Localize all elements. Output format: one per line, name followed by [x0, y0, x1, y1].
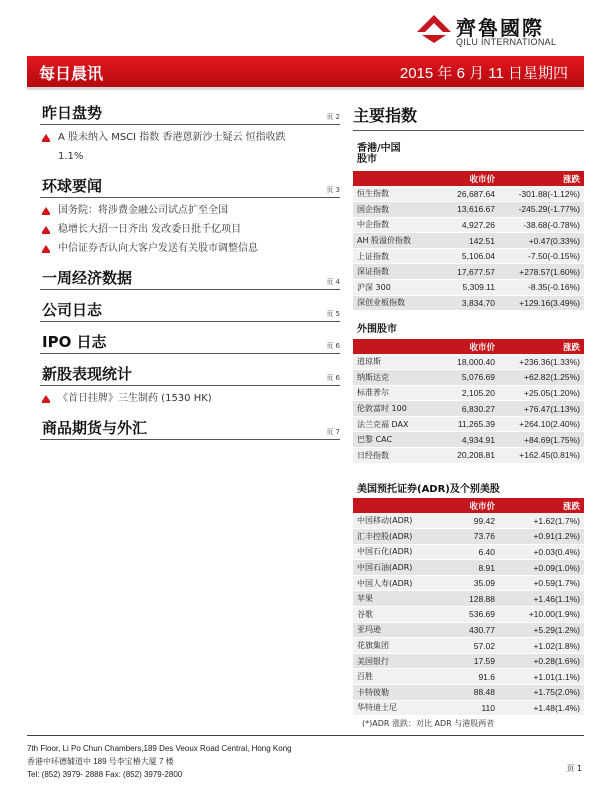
report-title: 每日晨讯 — [39, 64, 104, 83]
table-row — [353, 513, 584, 529]
index-name: 百胜 — [353, 669, 441, 685]
toc-page-ref: 页 3 — [326, 186, 340, 194]
close-value: 6.40 — [441, 544, 499, 560]
bullet-icon — [42, 207, 50, 213]
adr-footnote: (*)ADR 涨跌：对比 ADR 与港股两者 — [362, 719, 495, 728]
close-value: 99.42 — [441, 513, 499, 529]
table-row — [353, 653, 584, 669]
toc-section-title: 新股表现统计 — [42, 365, 133, 383]
change-value: +0.47(0.33%) — [499, 233, 584, 249]
change-value: +0.28(1.6%) — [499, 653, 584, 669]
toc-page-ref: 页 5 — [326, 310, 340, 318]
toc-section[interactable] — [40, 173, 340, 198]
change-value: +1.75(2.0%) — [499, 685, 584, 701]
toc-section-title: 商品期货与外汇 — [42, 419, 148, 437]
table-row — [353, 370, 584, 386]
index-name: 中企指数 — [353, 217, 441, 233]
index-name: 汇丰控股(ADR) — [353, 529, 441, 545]
index-name: 国企指数 — [353, 202, 441, 218]
global-section-title: 外围股市 — [357, 324, 397, 335]
bullet-icon — [42, 134, 50, 140]
close-value: 536.69 — [441, 607, 499, 623]
col-header-change: 涨跌 — [499, 498, 584, 513]
col-header-change: 涨跌 — [499, 171, 584, 186]
close-value: 3,834.70 — [441, 295, 499, 311]
index-name: 亚玛逊 — [353, 622, 441, 638]
close-value: 73.76 — [441, 529, 499, 545]
close-value: 17.59 — [441, 653, 499, 669]
toc-item[interactable] — [40, 201, 340, 220]
toc-item[interactable] — [40, 128, 340, 147]
toc-page-ref: 页 6 — [326, 374, 340, 382]
table-row — [353, 248, 584, 264]
close-value: 91.6 — [441, 669, 499, 685]
toc-section[interactable] — [40, 265, 340, 290]
toc-section[interactable] — [40, 329, 340, 354]
toc-section[interactable] — [40, 361, 340, 386]
change-value: +1.62(1.7%) — [499, 513, 584, 529]
change-value: -8.35(-0.16%) — [499, 280, 584, 296]
close-value: 17,677.57 — [441, 264, 499, 280]
toc-section[interactable] — [40, 100, 340, 125]
table-row — [353, 186, 584, 202]
company-logo — [416, 10, 566, 52]
index-name: 纳斯达克 — [353, 370, 441, 386]
index-name: 日经指数 — [353, 448, 441, 464]
logo-english-name: QILU INTERNATIONAL — [456, 37, 557, 47]
footer-address-cn: 香港中环德辅道中 189 号李宝椿大厦 7 楼 — [27, 757, 174, 766]
close-value: 2,105.20 — [441, 385, 499, 401]
footer-divider — [27, 735, 584, 736]
change-value: +278.57(1.60%) — [499, 264, 584, 280]
table-of-contents — [40, 100, 340, 442]
logo-mark-icon — [416, 14, 452, 44]
close-value: 4,927.26 — [441, 217, 499, 233]
change-value: +0.03(0.4%) — [499, 544, 584, 560]
index-name: 伦敦富时 100 — [353, 401, 441, 417]
col-header-name — [353, 339, 441, 354]
table-row — [353, 401, 584, 417]
banner-shadow — [27, 87, 584, 90]
toc-item-text: 国务院：将涉费金融公司试点扩至全国 — [58, 205, 228, 216]
change-value: -38.68(-0.78%) — [499, 217, 584, 233]
close-value: 35.09 — [441, 575, 499, 591]
toc-section[interactable] — [40, 415, 340, 440]
table-row — [353, 385, 584, 401]
close-value: 5,106.04 — [441, 248, 499, 264]
index-name: 道琼斯 — [353, 354, 441, 370]
table-row — [353, 416, 584, 432]
index-name: 中国人寿(ADR) — [353, 575, 441, 591]
index-name: 美国银行 — [353, 653, 441, 669]
col-header-change: 涨跌 — [499, 339, 584, 354]
index-name: 花旗集团 — [353, 638, 441, 654]
change-value: +10.00(1.9%) — [499, 607, 584, 623]
table-row — [353, 202, 584, 218]
divider — [353, 130, 584, 131]
index-name: 上证指数 — [353, 248, 441, 264]
change-value: +1.46(1.1%) — [499, 591, 584, 607]
toc-item[interactable] — [40, 389, 340, 408]
change-value: -245.29(-1.77%) — [499, 202, 584, 218]
table-row — [353, 591, 584, 607]
index-name: 法兰克福 DAX — [353, 416, 441, 432]
logo-chinese-name: 齊魯國際 — [456, 16, 544, 40]
change-value: +62.82(1.25%) — [499, 370, 584, 386]
adr-table — [353, 498, 584, 716]
col-header-name — [353, 171, 441, 186]
close-value: 13,616.67 — [441, 202, 499, 218]
table-header-row — [353, 171, 584, 186]
change-value: +0.59(1.7%) — [499, 575, 584, 591]
close-value: 57.02 — [441, 638, 499, 654]
toc-page-ref: 页 7 — [326, 428, 340, 436]
toc-item-text: A 股未纳入 MSCI 指数 香港蒽新沙士疑云 恒指收跌 — [58, 132, 286, 143]
index-name: AH 股溢价指数 — [353, 233, 441, 249]
toc-page-ref: 页 4 — [326, 278, 340, 286]
col-header-close: 收市价 — [441, 171, 499, 186]
table-row — [353, 280, 584, 296]
change-value: +129.16(3.49%) — [499, 295, 584, 311]
index-name: 恒生指数 — [353, 186, 441, 202]
adr-section-title: 美国预托证券(ADR)及个别美股 — [357, 484, 500, 495]
close-value: 11,265.39 — [441, 416, 499, 432]
close-value: 128.88 — [441, 591, 499, 607]
table-row — [353, 607, 584, 623]
col-header-close: 收市价 — [441, 339, 499, 354]
toc-page-ref: 页 2 — [326, 113, 340, 121]
table-row — [353, 685, 584, 701]
index-name: 中国移动(ADR) — [353, 513, 441, 529]
index-name: 苹果 — [353, 591, 441, 607]
hk-section-title: 香港/中国 股市 — [357, 143, 401, 165]
toc-section-title: IPO 日志 — [42, 333, 107, 351]
change-value: -7.50(-0.15%) — [499, 248, 584, 264]
toc-item-text: 《首日挂牌》三生制药 (1530 HK) — [58, 393, 212, 404]
close-value: 6,830.27 — [441, 401, 499, 417]
main-indices-title: 主要指数 — [353, 106, 418, 125]
change-value: +0.91(1.2%) — [499, 529, 584, 545]
change-value: +84.69(1.75%) — [499, 432, 584, 448]
hk-index-table — [353, 171, 584, 311]
close-value: 20,208.81 — [441, 448, 499, 464]
toc-section-title: 公司日志 — [42, 301, 103, 319]
index-name: 中国石油(ADR) — [353, 560, 441, 576]
toc-page-ref: 页 6 — [326, 342, 340, 350]
index-name: 标准普尔 — [353, 385, 441, 401]
toc-item[interactable] — [40, 239, 340, 258]
toc-item-text: 1.1% — [58, 151, 84, 162]
bullet-icon — [42, 226, 50, 232]
index-name: 深创业板指数 — [353, 295, 441, 311]
table-row — [353, 638, 584, 654]
index-name: 深证指数 — [353, 264, 441, 280]
change-value: -301.88(-1.12%) — [499, 186, 584, 202]
col-header-close: 收市价 — [441, 498, 499, 513]
index-name: 沪深 300 — [353, 280, 441, 296]
title-banner — [27, 56, 584, 87]
toc-section-title: 环球要闻 — [42, 177, 103, 195]
table-row — [353, 264, 584, 280]
close-value: 142.51 — [441, 233, 499, 249]
table-row — [353, 700, 584, 716]
close-value: 5,309.11 — [441, 280, 499, 296]
table-header-row — [353, 498, 584, 513]
close-value: 4,934.91 — [441, 432, 499, 448]
close-value: 26,687.64 — [441, 186, 499, 202]
table-row — [353, 448, 584, 464]
table-row — [353, 669, 584, 685]
footer-address-en: 7th Floor, Li Po Chun Chambers,189 Des Veoux Road Central, Hong Kong — [27, 744, 292, 753]
table-row — [353, 622, 584, 638]
change-value: +236.36(1.33%) — [499, 354, 584, 370]
page-number: 页 1 — [566, 764, 582, 773]
report-date: 2015 年 6 月 11 日星期四 — [399, 65, 568, 82]
change-value: +5.29(1.2%) — [499, 622, 584, 638]
table-row — [353, 575, 584, 591]
close-value: 18,000.40 — [441, 354, 499, 370]
table-row — [353, 529, 584, 545]
bullet-icon — [42, 245, 50, 251]
footer-contact: Tel: (852) 3979- 2888 Fax: (852) 3979-2800 — [27, 770, 183, 779]
table-header-row — [353, 339, 584, 354]
change-value: +0.09(1.0%) — [499, 560, 584, 576]
col-header-name — [353, 498, 441, 513]
table-row — [353, 217, 584, 233]
change-value: +1.02(1.8%) — [499, 638, 584, 654]
table-row — [353, 544, 584, 560]
change-value: +1.01(1.1%) — [499, 669, 584, 685]
toc-item-text: 稳增长大招一日齐出 发改委日批千亿项目 — [58, 224, 242, 235]
bullet-icon — [42, 395, 50, 401]
change-value: +1.48(1.4%) — [499, 700, 584, 716]
toc-section-title: 一周经济数据 — [42, 269, 133, 287]
index-name: 中国石化(ADR) — [353, 544, 441, 560]
toc-item[interactable] — [40, 220, 340, 239]
close-value: 430.77 — [441, 622, 499, 638]
change-value: +264.10(2.40%) — [499, 416, 584, 432]
toc-item-text: 中信证券否认向大客户发送有关股市调整信息 — [58, 243, 258, 254]
table-row — [353, 560, 584, 576]
toc-section-title: 昨日盘势 — [42, 104, 103, 122]
change-value: +76.47(1.13%) — [499, 401, 584, 417]
index-name: 卡特彼勒 — [353, 685, 441, 701]
table-row — [353, 233, 584, 249]
toc-section[interactable] — [40, 297, 340, 322]
table-row — [353, 295, 584, 311]
global-index-table — [353, 339, 584, 464]
table-row — [353, 432, 584, 448]
index-name: 谷歌 — [353, 607, 441, 623]
index-name: 华特迪士尼 — [353, 700, 441, 716]
close-value: 8.91 — [441, 560, 499, 576]
footer-address — [27, 742, 292, 781]
change-value: +162.45(0.81%) — [499, 448, 584, 464]
close-value: 88.48 — [441, 685, 499, 701]
close-value: 110 — [441, 700, 499, 716]
table-row — [353, 354, 584, 370]
change-value: +25.05(1.20%) — [499, 385, 584, 401]
toc-item[interactable] — [40, 147, 340, 166]
close-value: 5,076.69 — [441, 370, 499, 386]
index-name: 巴黎 CAC — [353, 432, 441, 448]
